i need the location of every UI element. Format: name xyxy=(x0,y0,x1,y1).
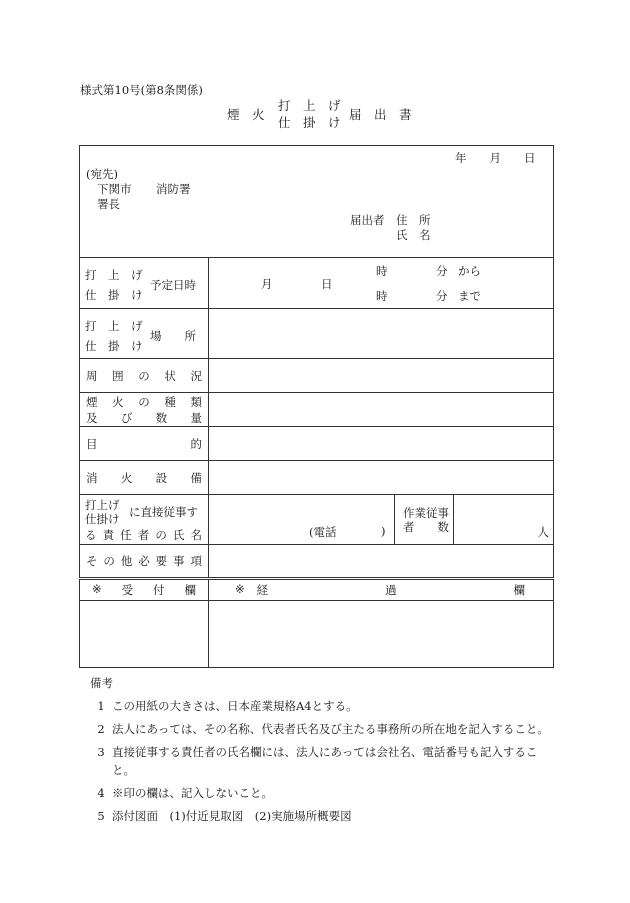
phone-close-label: ) xyxy=(381,524,386,538)
place-label-bottom: 仕 掛 け xyxy=(85,339,143,353)
place-value-cell[interactable] xyxy=(209,309,554,359)
title-stack-bottom: 仕 掛 け xyxy=(278,115,341,130)
schedule-month: 月 xyxy=(261,277,273,291)
date-field[interactable]: 年 月 日 xyxy=(455,151,536,165)
addressee-label: (宛先) xyxy=(86,167,118,181)
schedule-until-label: まで xyxy=(458,289,481,303)
reception-cell xyxy=(80,601,209,668)
note-item: 3 直接従事する責任者の氏名欄には、法人にあっては会社名、電話番号も記入すること。 xyxy=(97,745,538,777)
notification-form-table xyxy=(79,145,554,668)
title-part1: 煙 火 xyxy=(227,107,265,122)
place-sublabel: 場 所 xyxy=(150,329,196,343)
notes-section xyxy=(90,675,560,830)
workers-count-value[interactable] xyxy=(454,495,554,545)
schedule-label-bottom: 仕 掛 け xyxy=(85,288,143,302)
place-label-cell xyxy=(80,309,209,359)
note-item: 4 ※印の欄は、記入しないこと。 xyxy=(97,786,273,800)
workers-unit: 人 xyxy=(537,525,549,539)
responsible-person-value[interactable] xyxy=(209,495,395,545)
note-item: 2 法人にあっては、その名称、代表者氏名及び主たる事務所の所在地を記入すること。 xyxy=(97,722,549,736)
purpose-label: 目 的 xyxy=(80,427,209,461)
schedule-sublabel: 予定日時 xyxy=(150,278,196,292)
place-label-top: 打 上 げ xyxy=(85,319,143,333)
schedule-from-label: から xyxy=(458,264,481,278)
extinguishing-label: 消 火 設 備 xyxy=(80,461,209,495)
extinguishing-value-cell[interactable] xyxy=(209,461,554,495)
workers-count-label: 作業従事 者 数 xyxy=(395,495,454,545)
address-label: 住 所 xyxy=(396,213,431,227)
note-item: 5 添付図面 (1)付近見取図 (2)実施場所概要図 xyxy=(97,809,352,823)
schedule-minute-from: 分 xyxy=(436,264,448,278)
chief-label: 署長 xyxy=(97,197,120,211)
title-stack-top: 打 上 げ xyxy=(278,98,341,113)
address-block xyxy=(80,146,554,258)
other-items-value-cell[interactable] xyxy=(209,545,554,579)
fireworks-value-cell[interactable] xyxy=(209,393,554,427)
name-label: 氏 名 xyxy=(396,228,431,242)
document-title xyxy=(0,95,630,135)
schedule-hour-from: 時 xyxy=(376,264,388,278)
fire-station-label: 消防署 xyxy=(156,182,191,196)
city-label: 下関市 xyxy=(97,182,132,196)
notes-heading: 備考 xyxy=(90,676,113,690)
schedule-label-cell xyxy=(80,258,209,309)
surroundings-value-cell[interactable] xyxy=(209,359,554,393)
reception-column-header: ※ 受 付 欄 xyxy=(80,579,209,601)
fireworks-type-label: 煙 火 の 種 類 及 び 数 量 xyxy=(80,393,209,427)
schedule-day: 日 xyxy=(321,277,333,291)
surroundings-label: 周 囲 の 状 況 xyxy=(80,359,209,393)
schedule-label-top: 打 上 げ xyxy=(85,268,143,282)
progress-cell xyxy=(209,601,554,668)
title-part2: 届 出 書 xyxy=(349,107,412,122)
phone-open-label: (電話 xyxy=(309,525,337,539)
schedule-value-cell[interactable] xyxy=(209,258,554,309)
applicant-label: 届出者 xyxy=(350,213,385,227)
progress-column-header: ※ 経 過 欄 xyxy=(209,579,554,601)
responsible-person-label: 打上げ 仕掛け に直接従事す る 責 任 者 の 氏 名 xyxy=(80,495,209,545)
note-item: 1 この用紙の大きさは、日本産業規格A4とする。 xyxy=(97,699,358,713)
form-number: 様式第10号(第8条関係) xyxy=(80,83,203,97)
other-items-label: そ の 他 必 要 事 項 xyxy=(80,545,209,579)
schedule-minute-until: 分 xyxy=(436,289,448,303)
purpose-value-cell[interactable] xyxy=(209,427,554,461)
schedule-hour-until: 時 xyxy=(376,289,388,303)
